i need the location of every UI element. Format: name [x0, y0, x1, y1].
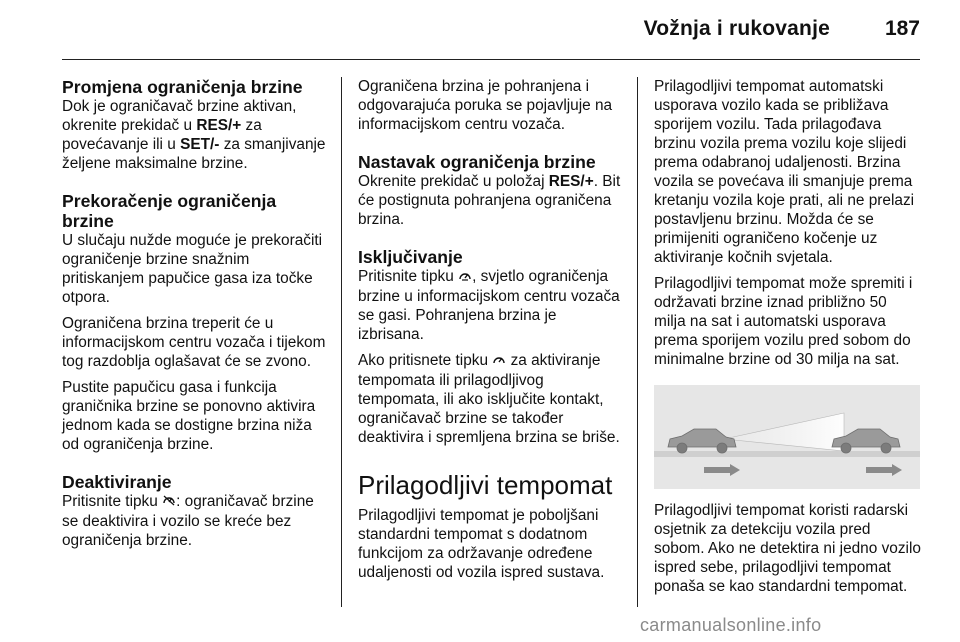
chapter-title: Vožnja i rukovanje [643, 17, 830, 40]
paragraph: Ograničena brzina treperit će u informacijskom centru vozača i tijekom tog razdoblja oglašavat će se zvono. [62, 315, 326, 370]
paragraph: Ograničena brzina je pohranjena i odgovarajuća poruka se pojavljuje na informacijskom centru vozača. [358, 78, 613, 133]
column-2 [358, 77, 626, 589]
control-label: SET/- [180, 136, 220, 153]
paragraph: Prilagodljivi tempomat je poboljšani standardni tempomat s dodatnom funkcijom za održavanje određene udaljenosti od vozila ispred sustava. [358, 507, 605, 581]
column-3 [654, 77, 922, 603]
paragraph [358, 267, 626, 344]
section-heading: Deaktiviranje [62, 472, 172, 492]
text: za smanjivanje željene maksimalne brzine. [62, 136, 326, 172]
paragraph [62, 492, 330, 550]
text: , svjetlo ograničenja brzine u informacijskom centru vozača se gasi. Pohranjena brzina je izbrisana. [358, 268, 620, 343]
text: Pritisnite tipku [62, 493, 163, 510]
direction-arrow-icon [704, 464, 740, 476]
page-header [0, 0, 960, 60]
text: Pritisnite tipku [358, 268, 459, 285]
road-surface [654, 451, 920, 457]
section-heading: Promjena ograničenja brzine [62, 77, 303, 97]
paragraph [358, 351, 626, 447]
text: Okrenite prekidač u položaj [358, 173, 549, 190]
column-divider-1 [341, 77, 342, 607]
section-heading: Nastavak ograničenja brzine [358, 152, 596, 172]
header-divider [62, 59, 920, 60]
text: : ograničavač brzine se deaktivira i vozilo se kreće bez ograničenja brzine. [62, 493, 314, 549]
text: za povećavanje ili u [62, 117, 262, 153]
speed-limiter-off-icon [162, 495, 176, 510]
cruise-control-icon [492, 354, 506, 369]
text: . Bit će postignuta pohranjena ograničena brzina. [358, 173, 621, 228]
paragraph [358, 172, 626, 229]
paragraph: Prilagodljivi tempomat koristi radarski osjetnik za detekciju vozila pred sobom. Ako ne detektira ni jedno vozilo ispred sebe, prilagodljivi tempomat ponaša se kao standardni tempomat. [654, 502, 921, 595]
control-label: RES/+ [196, 117, 242, 134]
section-heading: Isključivanje [358, 247, 463, 267]
chapter-heading: Prilagodljivi tempomat [358, 470, 613, 500]
rear-car-icon [668, 429, 736, 453]
section-heading: Prekoračenje ograničenja brzine [62, 191, 277, 231]
paragraph [62, 97, 330, 173]
paragraph: Prilagodljivi tempomat automatski usporava vozilo kada se približava sporijem vozilu. Tada prilagođava brzinu vozila prema vozilu koje slijedi prema odabranoj udaljenosti. Brzina vozila se povećava ili smanjuje prema kretanju vozila koje prati, ali ne prelazi postavljenu brzinu. Možda će se primijeniti ograničeno kočenje uz aktiviranje kočnih svjetala. [654, 78, 915, 266]
paragraph: Pustite papučicu gasa i funkcija graničnika brzine se ponovno aktivira jednom kada se dostigne brzina niža od ograničenja brzine. [62, 379, 316, 453]
text: Dok je ograničavač brzine aktivan, okrenite prekidač u [62, 98, 297, 134]
speed-limiter-icon [458, 270, 472, 285]
adaptive-cruise-illustration [654, 385, 920, 489]
radar-beam [724, 413, 844, 451]
text: Ako pritisnete tipku [358, 352, 493, 369]
page-number: 187 [884, 17, 920, 40]
direction-arrow-icon [866, 464, 902, 476]
column-divider-2 [637, 77, 638, 607]
text: za aktiviranje tempomata ili prilagodljivog tempomata, ili ako isključite kontakt, ograničavač brzine se također deaktivira i spremljena brzina se briše. [358, 352, 620, 446]
watermark: carmanualsonline.info [640, 615, 822, 635]
control-label: RES/+ [548, 173, 594, 190]
paragraph: Prilagodljivi tempomat može spremiti i održavati brzine iznad približno 50 milja na sat i automatski usporava prema sporijem vozilu pred sobom do minimalne brzine od 30 milja na sat. [654, 275, 913, 368]
column-1 [62, 77, 330, 557]
paragraph: U slučaju nužde moguće je prekoračiti ograničenje brzine snažnim pritiskanjem papučice gasa iza točke otpora. [62, 232, 323, 306]
